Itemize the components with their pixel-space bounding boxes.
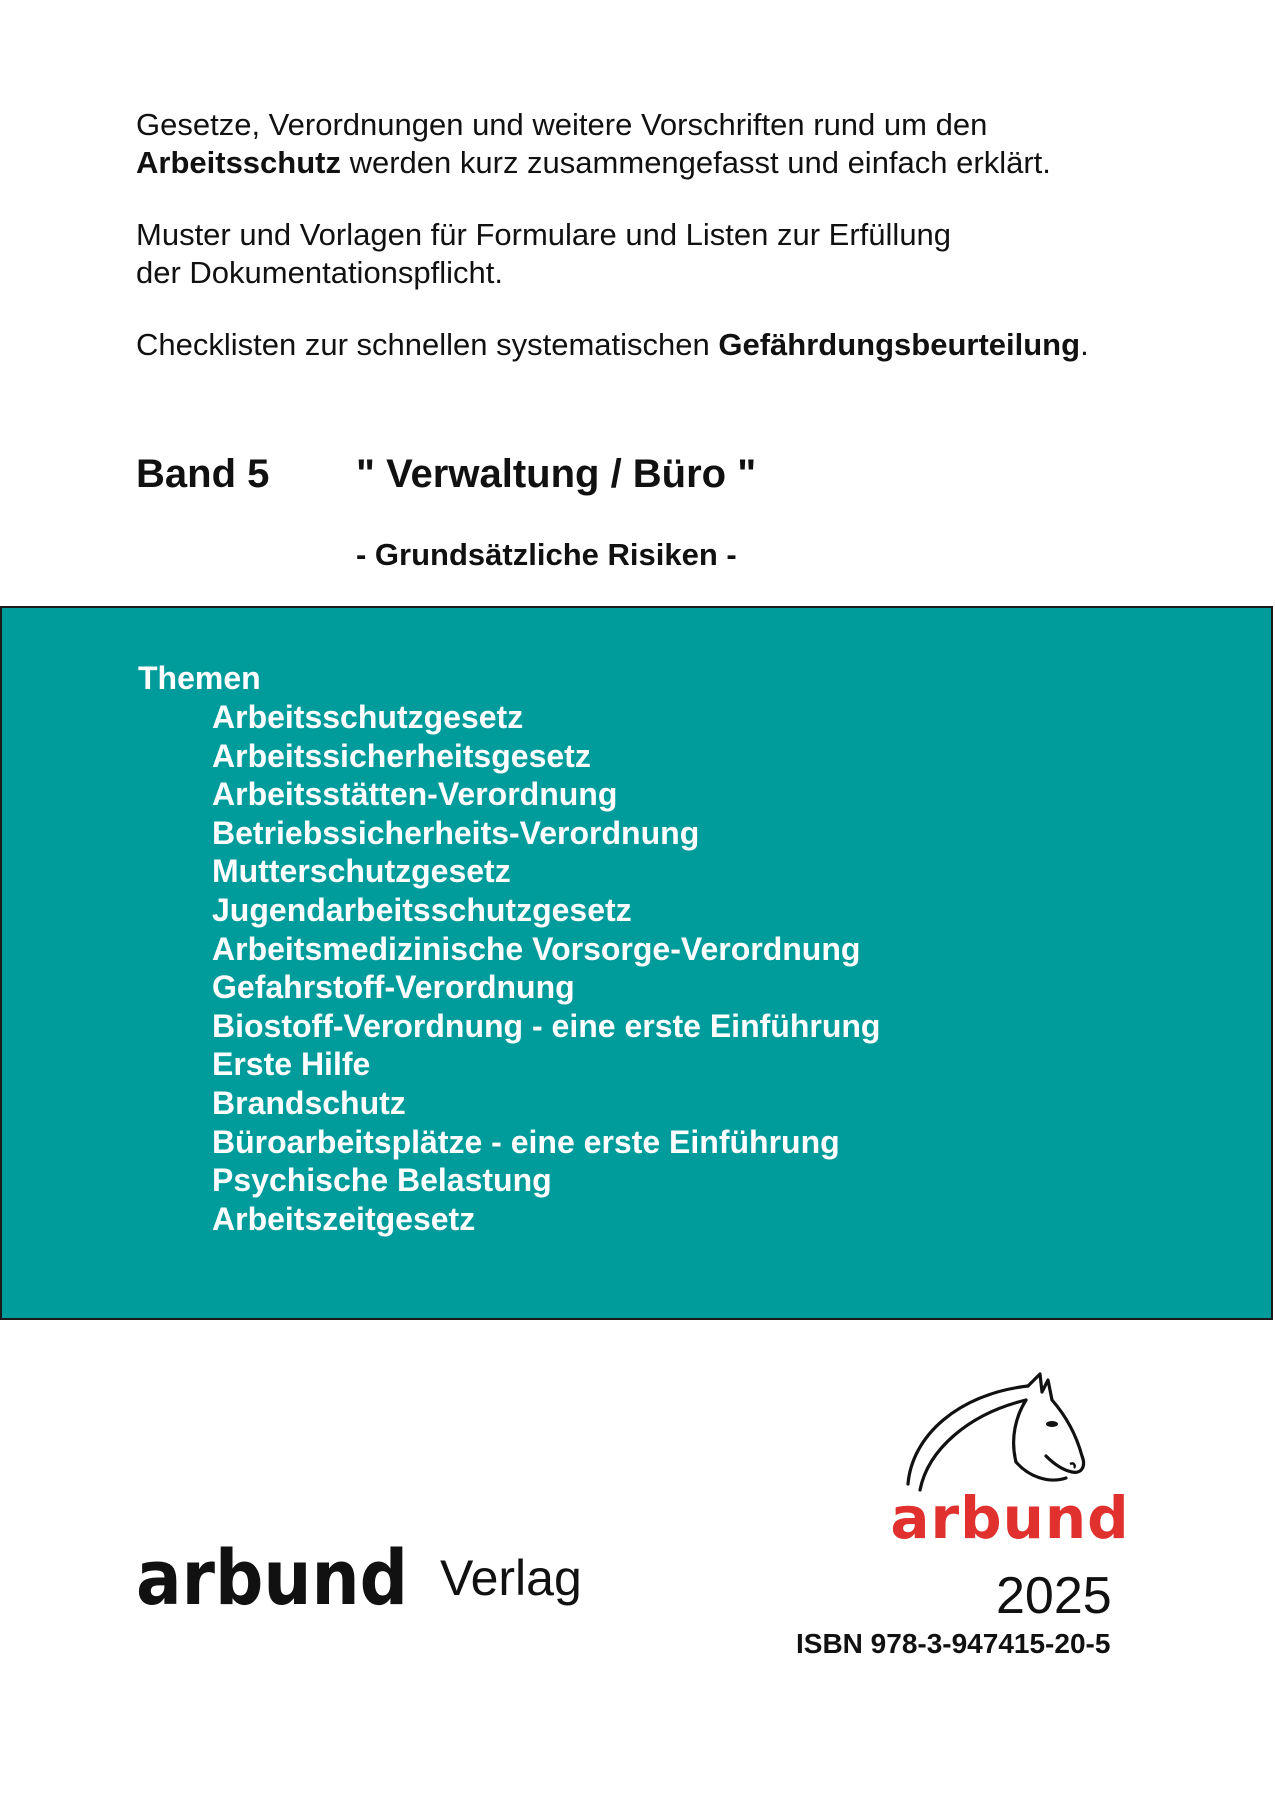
intro-line-1: Gesetze, Verordnungen und weitere Vorschriften rund um den (136, 107, 988, 142)
arbund-horse-logo (890, 1372, 1130, 1552)
publisher-wordmark: arbund (136, 1533, 408, 1622)
band-title: " Verwaltung / Büro " (356, 452, 757, 496)
intro-p3-post: . (1080, 327, 1089, 362)
topic-item: Gefahrstoff-Verordnung (212, 969, 575, 1006)
intro-p3-pre: Checklisten zur schnellen systematischen (136, 327, 719, 362)
publisher-suffix: Verlag (440, 1550, 582, 1606)
publication-year: 2025 (996, 1567, 1112, 1625)
publisher-imprint (136, 1533, 636, 1622)
intro-bold-gefaehrdungsbeurteilung: Gefährdungsbeurteilung (718, 327, 1081, 362)
topic-item: Arbeitssicherheitsgesetz (212, 737, 591, 774)
intro-text (136, 106, 1196, 398)
topic-item: Betriebssicherheits-Verordnung (212, 814, 700, 851)
band-label: Band 5 (136, 452, 270, 496)
topic-item: Arbeitszeitgesetz (212, 1200, 476, 1237)
horse-head-icon (890, 1372, 1130, 1552)
logo-wordmark: arbund (890, 1484, 1130, 1552)
topic-item: Büroarbeitsplätze - eine erste Einführung (212, 1123, 840, 1160)
topic-item: Mutterschutzgesetz (212, 853, 511, 890)
topics-list (212, 698, 880, 1238)
topics-panel (0, 606, 1273, 1320)
topic-item: Jugendarbeitsschutzgesetz (212, 891, 632, 928)
topic-item: Psychische Belastung (212, 1162, 552, 1199)
topics-heading: Themen (138, 660, 261, 696)
topic-item: Arbeitsstätten-Verordnung (212, 776, 618, 813)
topic-item: Arbeitsschutzgesetz (212, 699, 524, 735)
topic-item: Erste Hilfe (212, 1046, 371, 1083)
band-subtitle: - Grundsätzliche Risiken - (356, 537, 737, 572)
intro-paragraph-3 (136, 326, 1196, 364)
intro-paragraph-1 (136, 106, 1196, 182)
intro-bold-arbeitsschutz: Arbeitsschutz (136, 145, 341, 180)
publisher-wordmark-logo (136, 1533, 411, 1622)
intro-paragraph-2: Muster und Vorlagen für Formulare und Listen zur Erfüllung der Dokumentationspflicht. (136, 217, 952, 290)
isbn: ISBN 978-3-947415-20-5 (796, 1628, 1111, 1659)
topic-item: Brandschutz (212, 1084, 406, 1121)
intro-line-2-rest: werden kurz zusammengefasst und einfach erklärt. (340, 145, 1051, 180)
topic-item: Arbeitsmedizinische Vorsorge-Verordnung (212, 930, 861, 967)
topic-item: Biostoff-Verordnung - eine erste Einführung (212, 1007, 881, 1044)
